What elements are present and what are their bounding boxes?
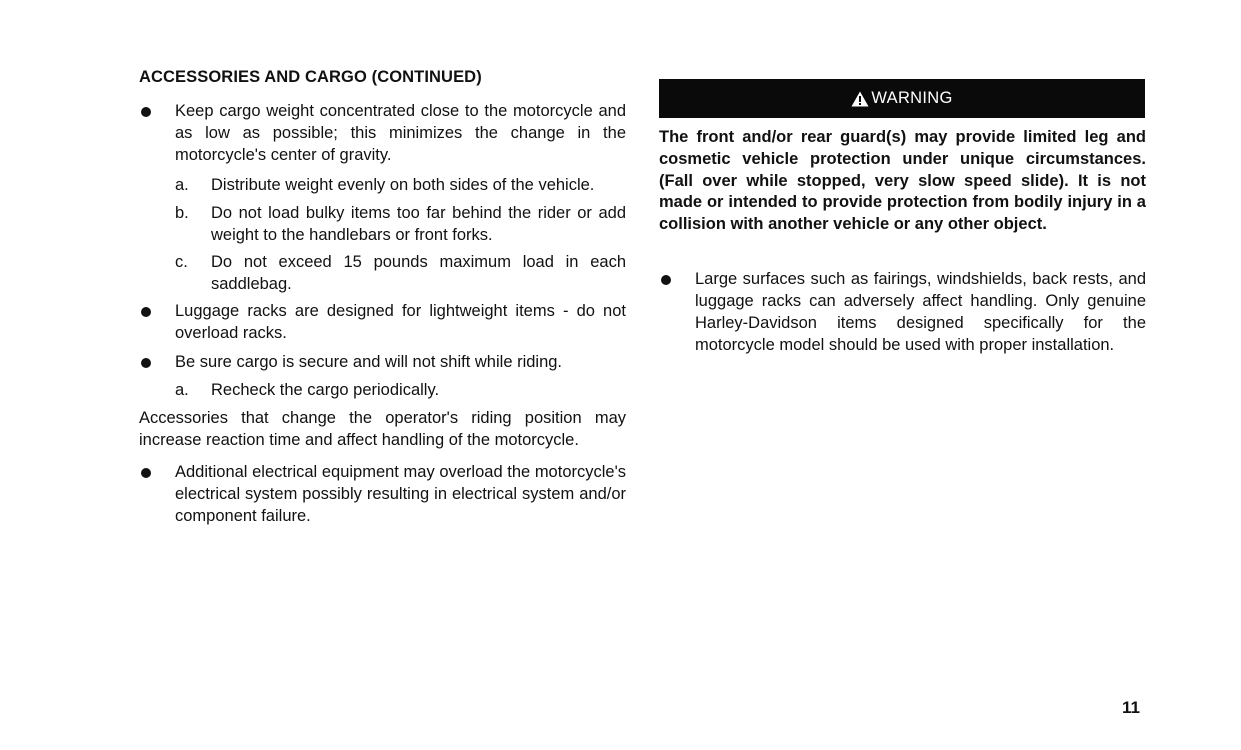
bullet-item xyxy=(139,100,626,166)
bullet-text: Be sure cargo is secure and will not shift while riding. xyxy=(175,353,563,371)
bullet-item xyxy=(659,268,1146,356)
warning-text: The front and/or rear guard(s) may provide limited leg and cosmetic vehicle protection under unique circumstances. (Fall over while stopped, very slow speed slide). It is not made or intended to provide protection from bodily injury in a collision with another vehicle or any other object. xyxy=(659,128,1146,234)
paragraph: Accessories that change the operator's riding position may increase reaction time and affect handling of the motorcycle. xyxy=(139,409,626,449)
sub-item xyxy=(175,251,626,295)
sub-item xyxy=(175,202,626,246)
bullet-dot-icon xyxy=(141,107,151,117)
bullet-dot-icon xyxy=(141,358,151,368)
bullet-dot-icon xyxy=(141,307,151,317)
sub-item-letter: a. xyxy=(175,381,189,399)
sub-item-text: Distribute weight evenly on both sides of the vehicle. xyxy=(211,176,595,194)
warning-triangle-icon xyxy=(851,91,869,107)
bullet-dot-icon xyxy=(661,275,671,285)
warning-banner xyxy=(659,79,1145,118)
warning-label: WARNING xyxy=(871,89,953,107)
page-number: 11 xyxy=(1122,698,1140,717)
section-heading: ACCESSORIES AND CARGO (CONTINUED) xyxy=(139,68,482,86)
sub-item xyxy=(175,379,626,401)
sub-item xyxy=(175,174,626,196)
sub-item-letter: b. xyxy=(175,204,189,222)
bullet-item xyxy=(139,300,626,344)
sub-item-letter: a. xyxy=(175,176,189,194)
bullet-text: Keep cargo weight concentrated close to the motorcycle and as low as possible; this minimizes the change in the motorcycle's center of gravity. xyxy=(175,102,626,164)
bullet-text: Large surfaces such as fairings, windshields, back rests, and luggage racks can adversely affect handling. Only genuine Harley-Davidson items designed specifically for the motorcycle model should be used with proper installation. xyxy=(695,270,1146,354)
sub-item-text: Do not load bulky items too far behind the rider or add weight to the handlebars or front forks. xyxy=(211,204,626,244)
bullet-item xyxy=(139,461,626,527)
bullet-dot-icon xyxy=(141,468,151,478)
sub-item-letter: c. xyxy=(175,253,188,271)
sub-item-text: Recheck the cargo periodically. xyxy=(211,381,440,399)
bullet-text: Luggage racks are designed for lightweight items - do not overload racks. xyxy=(175,302,626,342)
bullet-text: Additional electrical equipment may overload the motorcycle's electrical system possibly resulting in electrical system and/or component failure. xyxy=(175,463,626,525)
sub-item-text: Do not exceed 15 pounds maximum load in each saddlebag. xyxy=(211,253,626,293)
bullet-item xyxy=(139,351,626,373)
